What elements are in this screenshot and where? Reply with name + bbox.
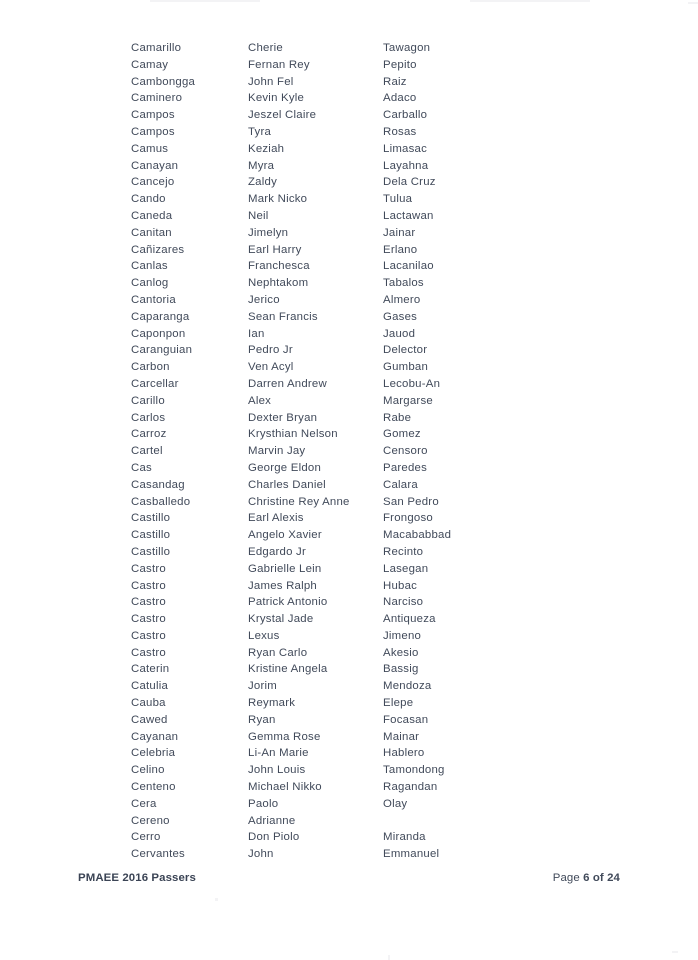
passer-surname: Canlog [131, 277, 169, 290]
passer-row [131, 275, 611, 292]
passer-first-name: Kevin Kyle [248, 92, 305, 105]
passer-first-name: Krysthian Nelson [248, 428, 338, 441]
page-footer [78, 872, 620, 884]
passer-extra-name: Gases [383, 310, 418, 323]
passer-extra-name: Lacanilao [383, 260, 434, 273]
passer-row [131, 426, 611, 443]
passer-row [131, 796, 611, 813]
passer-first-name: Jorim [248, 680, 277, 693]
passer-surname: Caterin [131, 663, 170, 676]
passer-first-name: Charles Daniel [248, 478, 326, 491]
passer-first-name: Ryan [248, 713, 276, 726]
passer-surname: Castro [131, 562, 166, 575]
passer-surname: Cambongga [131, 75, 196, 88]
passer-row [131, 544, 611, 561]
passer-surname: Casandag [131, 478, 185, 491]
passer-surname: Castillo [131, 512, 171, 525]
passer-row [131, 191, 611, 208]
passer-row [131, 578, 611, 595]
passer-row [131, 594, 611, 611]
passer-row [131, 208, 611, 225]
passer-row [131, 762, 611, 779]
passer-surname: Carcellar [131, 377, 179, 390]
passer-surname: Castro [131, 646, 166, 659]
passer-row [131, 813, 611, 830]
passer-row [131, 443, 611, 460]
passer-extra-name: Lasegan [383, 562, 429, 575]
passer-extra-name: Carballo [383, 109, 428, 122]
passer-row [131, 477, 611, 494]
passer-surname: Cantoria [131, 293, 176, 306]
passer-first-name: John [248, 848, 274, 861]
passer-row [131, 745, 611, 762]
passer-extra-name: Tawagon [383, 42, 431, 54]
passer-first-name: Myra [248, 159, 275, 172]
passer-surname: Cereno [131, 814, 170, 827]
footer-page-numbers: 6 of 24 [583, 872, 620, 884]
passer-first-name: Reymark [248, 697, 296, 710]
passer-first-name: George Eldon [248, 461, 322, 474]
passer-extra-name: Recinto [383, 545, 424, 558]
footer-page-indicator [553, 872, 620, 884]
passer-extra-name: Raiz [383, 75, 407, 88]
passer-surname: Camay [131, 58, 169, 71]
passer-row [131, 661, 611, 678]
passer-row [131, 611, 611, 628]
passer-first-name: Darren Andrew [248, 377, 327, 390]
passer-extra-name: Almero [383, 293, 421, 306]
passer-extra-name: Lactawan [383, 209, 434, 222]
passer-surname: Carbon [131, 361, 170, 374]
passer-extra-name: Frongoso [383, 512, 433, 525]
passer-first-name: James Ralph [248, 579, 317, 592]
passer-extra-name: Tulua [383, 193, 413, 206]
passer-row [131, 829, 611, 846]
passer-row [131, 292, 611, 309]
passer-row [131, 678, 611, 695]
passer-row [131, 376, 611, 393]
passer-row [131, 494, 611, 511]
passer-extra-name: Miranda [383, 831, 426, 844]
passer-first-name: Marvin Jay [248, 445, 306, 458]
passer-extra-name [383, 813, 593, 830]
passer-extra-name: Ragandan [383, 781, 438, 794]
passer-extra-name: Mainar [383, 730, 420, 743]
passer-row [131, 695, 611, 712]
passer-row [131, 561, 611, 578]
passer-surname: Cerro [131, 831, 161, 844]
passer-extra-name: Gumban [383, 361, 429, 374]
passer-row [131, 712, 611, 729]
passer-extra-name: Jainar [383, 226, 416, 239]
passer-first-name: Lexus [248, 629, 280, 642]
passer-extra-name: San Pedro [383, 495, 439, 508]
passer-extra-name: Tamondong [383, 764, 445, 777]
passer-row [131, 242, 611, 259]
passer-first-name: Nephtakom [248, 277, 309, 290]
passer-surname: Castro [131, 613, 166, 626]
passer-extra-name: Rosas [383, 125, 417, 138]
passer-surname: Cancejo [131, 176, 175, 189]
scan-artifact [150, 0, 260, 2]
passer-surname: Cando [131, 193, 166, 206]
scan-artifact [215, 898, 218, 901]
passer-surname: Carroz [131, 428, 167, 441]
passer-surname: Celebria [131, 747, 176, 760]
passer-first-name: Paolo [248, 797, 279, 810]
passer-row [131, 410, 611, 427]
passer-surname: Carillo [131, 394, 165, 407]
passer-surname: Cera [131, 797, 157, 810]
passer-surname: Castro [131, 579, 166, 592]
passers-name-list [131, 40, 611, 863]
passer-extra-name: Elepe [383, 697, 414, 710]
passer-extra-name: Censoro [383, 445, 428, 458]
passer-first-name: Fernan Rey [248, 58, 310, 71]
passer-first-name: Keziah [248, 142, 285, 155]
passer-extra-name: Bassig [383, 663, 419, 676]
passer-extra-name: Tabalos [383, 277, 424, 290]
passer-surname: Cartel [131, 445, 163, 458]
passer-row [131, 309, 611, 326]
passer-row [131, 510, 611, 527]
passer-first-name: Ryan Carlo [248, 646, 308, 659]
passer-surname: Campos [131, 125, 175, 138]
passer-row [131, 124, 611, 141]
passer-extra-name: Gomez [383, 428, 421, 441]
passer-extra-name: Olay [383, 797, 408, 810]
passer-extra-name: Margarse [383, 394, 433, 407]
passer-first-name: Alex [248, 394, 272, 407]
passer-first-name: Jimelyn [248, 226, 289, 239]
passer-extra-name: Paredes [383, 461, 428, 474]
passer-row [131, 645, 611, 662]
passer-row [131, 359, 611, 376]
passer-extra-name: Dela Cruz [383, 176, 436, 189]
passer-surname: Castro [131, 629, 166, 642]
passer-surname: Centeno [131, 781, 176, 794]
passer-surname: Caminero [131, 92, 183, 105]
passer-extra-name: Adaco [383, 92, 417, 105]
passer-first-name: Li-An Marie [248, 747, 309, 760]
passer-extra-name: Akesio [383, 646, 419, 659]
passer-surname: Caneda [131, 209, 173, 222]
passer-first-name: Krystal Jade [248, 613, 314, 626]
passer-surname: Camus [131, 142, 169, 155]
passer-extra-name: Lecobu-An [383, 377, 441, 390]
passer-row [131, 225, 611, 242]
passer-first-name: Ian [248, 327, 265, 340]
passer-first-name: Adrianne [248, 814, 296, 827]
footer-page-prefix: Page [552, 872, 584, 884]
passer-extra-name: Antiqueza [383, 613, 436, 626]
passer-surname: Cayanan [131, 730, 179, 743]
passer-first-name: Angelo Xavier [248, 529, 322, 542]
passer-first-name: Mark Nicko [248, 193, 308, 206]
passer-surname: Carlos [131, 411, 166, 424]
passer-row [131, 107, 611, 124]
passer-extra-name: Pepito [383, 58, 417, 71]
passer-surname: Celino [131, 764, 165, 777]
passer-row [131, 40, 611, 57]
passer-extra-name: Limasac [383, 142, 428, 155]
passer-extra-name: Macababbad [383, 529, 452, 542]
passer-row [131, 779, 611, 796]
passer-extra-name: Layahna [383, 159, 429, 172]
passer-first-name: Zaldy [248, 176, 277, 189]
passer-surname: Canlas [131, 260, 168, 273]
passer-surname: Cas [131, 461, 152, 474]
scan-artifact [388, 955, 390, 960]
passer-first-name: Earl Alexis [248, 512, 304, 525]
passer-surname: Catulia [131, 680, 169, 693]
passer-row [131, 326, 611, 343]
passer-extra-name: Narciso [383, 596, 424, 609]
passer-row [131, 342, 611, 359]
passer-row [131, 846, 611, 863]
passer-extra-name: Delector [383, 344, 428, 357]
passer-extra-name: Jauod [383, 327, 416, 340]
passer-first-name: Jeszel Claire [248, 109, 317, 122]
passer-first-name: Don Piolo [248, 831, 300, 844]
passer-row [131, 258, 611, 275]
passer-extra-name: Erlano [383, 243, 418, 256]
passer-first-name: Tyra [248, 125, 272, 138]
footer-document-title: PMAEE 2016 Passers [78, 872, 196, 884]
passer-row [131, 393, 611, 410]
passer-first-name: John Fel [248, 75, 294, 88]
passer-first-name: John Louis [248, 764, 306, 777]
passer-first-name: Gemma Rose [248, 730, 321, 743]
passer-surname: Caponpon [131, 327, 186, 340]
passer-first-name: Christine Rey Anne [248, 495, 350, 508]
passer-first-name: Edgardo Jr [248, 545, 306, 558]
passer-surname: Castro [131, 596, 166, 609]
scan-artifact [688, 2, 698, 4]
passer-row [131, 158, 611, 175]
passer-row [131, 174, 611, 191]
passer-surname: Canitan [131, 226, 172, 239]
passer-extra-name: Hablero [383, 747, 425, 760]
passer-row [131, 141, 611, 158]
passer-first-name: Patrick Antonio [248, 596, 328, 609]
passer-first-name: Neil [248, 209, 269, 222]
passer-first-name: Franchesca [248, 260, 310, 273]
passer-row [131, 57, 611, 74]
passer-surname: Cawed [131, 713, 168, 726]
passer-first-name: Kristine Angela [248, 663, 328, 676]
passer-first-name: Cherie [248, 42, 283, 54]
passer-first-name: Pedro Jr [248, 344, 293, 357]
passer-surname: Canayan [131, 159, 179, 172]
passer-extra-name: Calara [383, 478, 418, 491]
passer-row [131, 460, 611, 477]
passer-extra-name: Emmanuel [383, 848, 440, 861]
passer-surname: Casballedo [131, 495, 191, 508]
passer-extra-name: Hubac [383, 579, 418, 592]
passer-extra-name: Jimeno [383, 629, 422, 642]
passer-first-name: Gabrielle Lein [248, 562, 322, 575]
passer-first-name: Earl Harry [248, 243, 302, 256]
passer-surname: Campos [131, 109, 175, 122]
passer-extra-name: Mendoza [383, 680, 432, 693]
passer-row [131, 74, 611, 91]
passer-surname: Castillo [131, 529, 171, 542]
passer-surname: Cañizares [131, 243, 185, 256]
scan-artifact [672, 951, 678, 953]
passer-extra-name: Focasan [383, 713, 429, 726]
passer-surname: Cauba [131, 697, 166, 710]
passer-surname: Cervantes [131, 848, 185, 861]
passer-first-name: Ven Acyl [248, 361, 294, 374]
passer-row [131, 729, 611, 746]
passer-row [131, 90, 611, 107]
passer-extra-name: Rabe [383, 411, 412, 424]
passer-surname: Caparanga [131, 310, 190, 323]
passer-first-name: Jerico [248, 293, 280, 306]
passer-first-name: Michael Nikko [248, 781, 322, 794]
passer-row [131, 628, 611, 645]
passer-surname: Castillo [131, 545, 171, 558]
passer-row [131, 527, 611, 544]
passer-surname: Camarillo [131, 42, 182, 54]
passer-first-name: Dexter Bryan [248, 411, 318, 424]
passer-first-name: Sean Francis [248, 310, 318, 323]
scan-artifact [470, 0, 590, 2]
passer-surname: Caranguian [131, 344, 193, 357]
